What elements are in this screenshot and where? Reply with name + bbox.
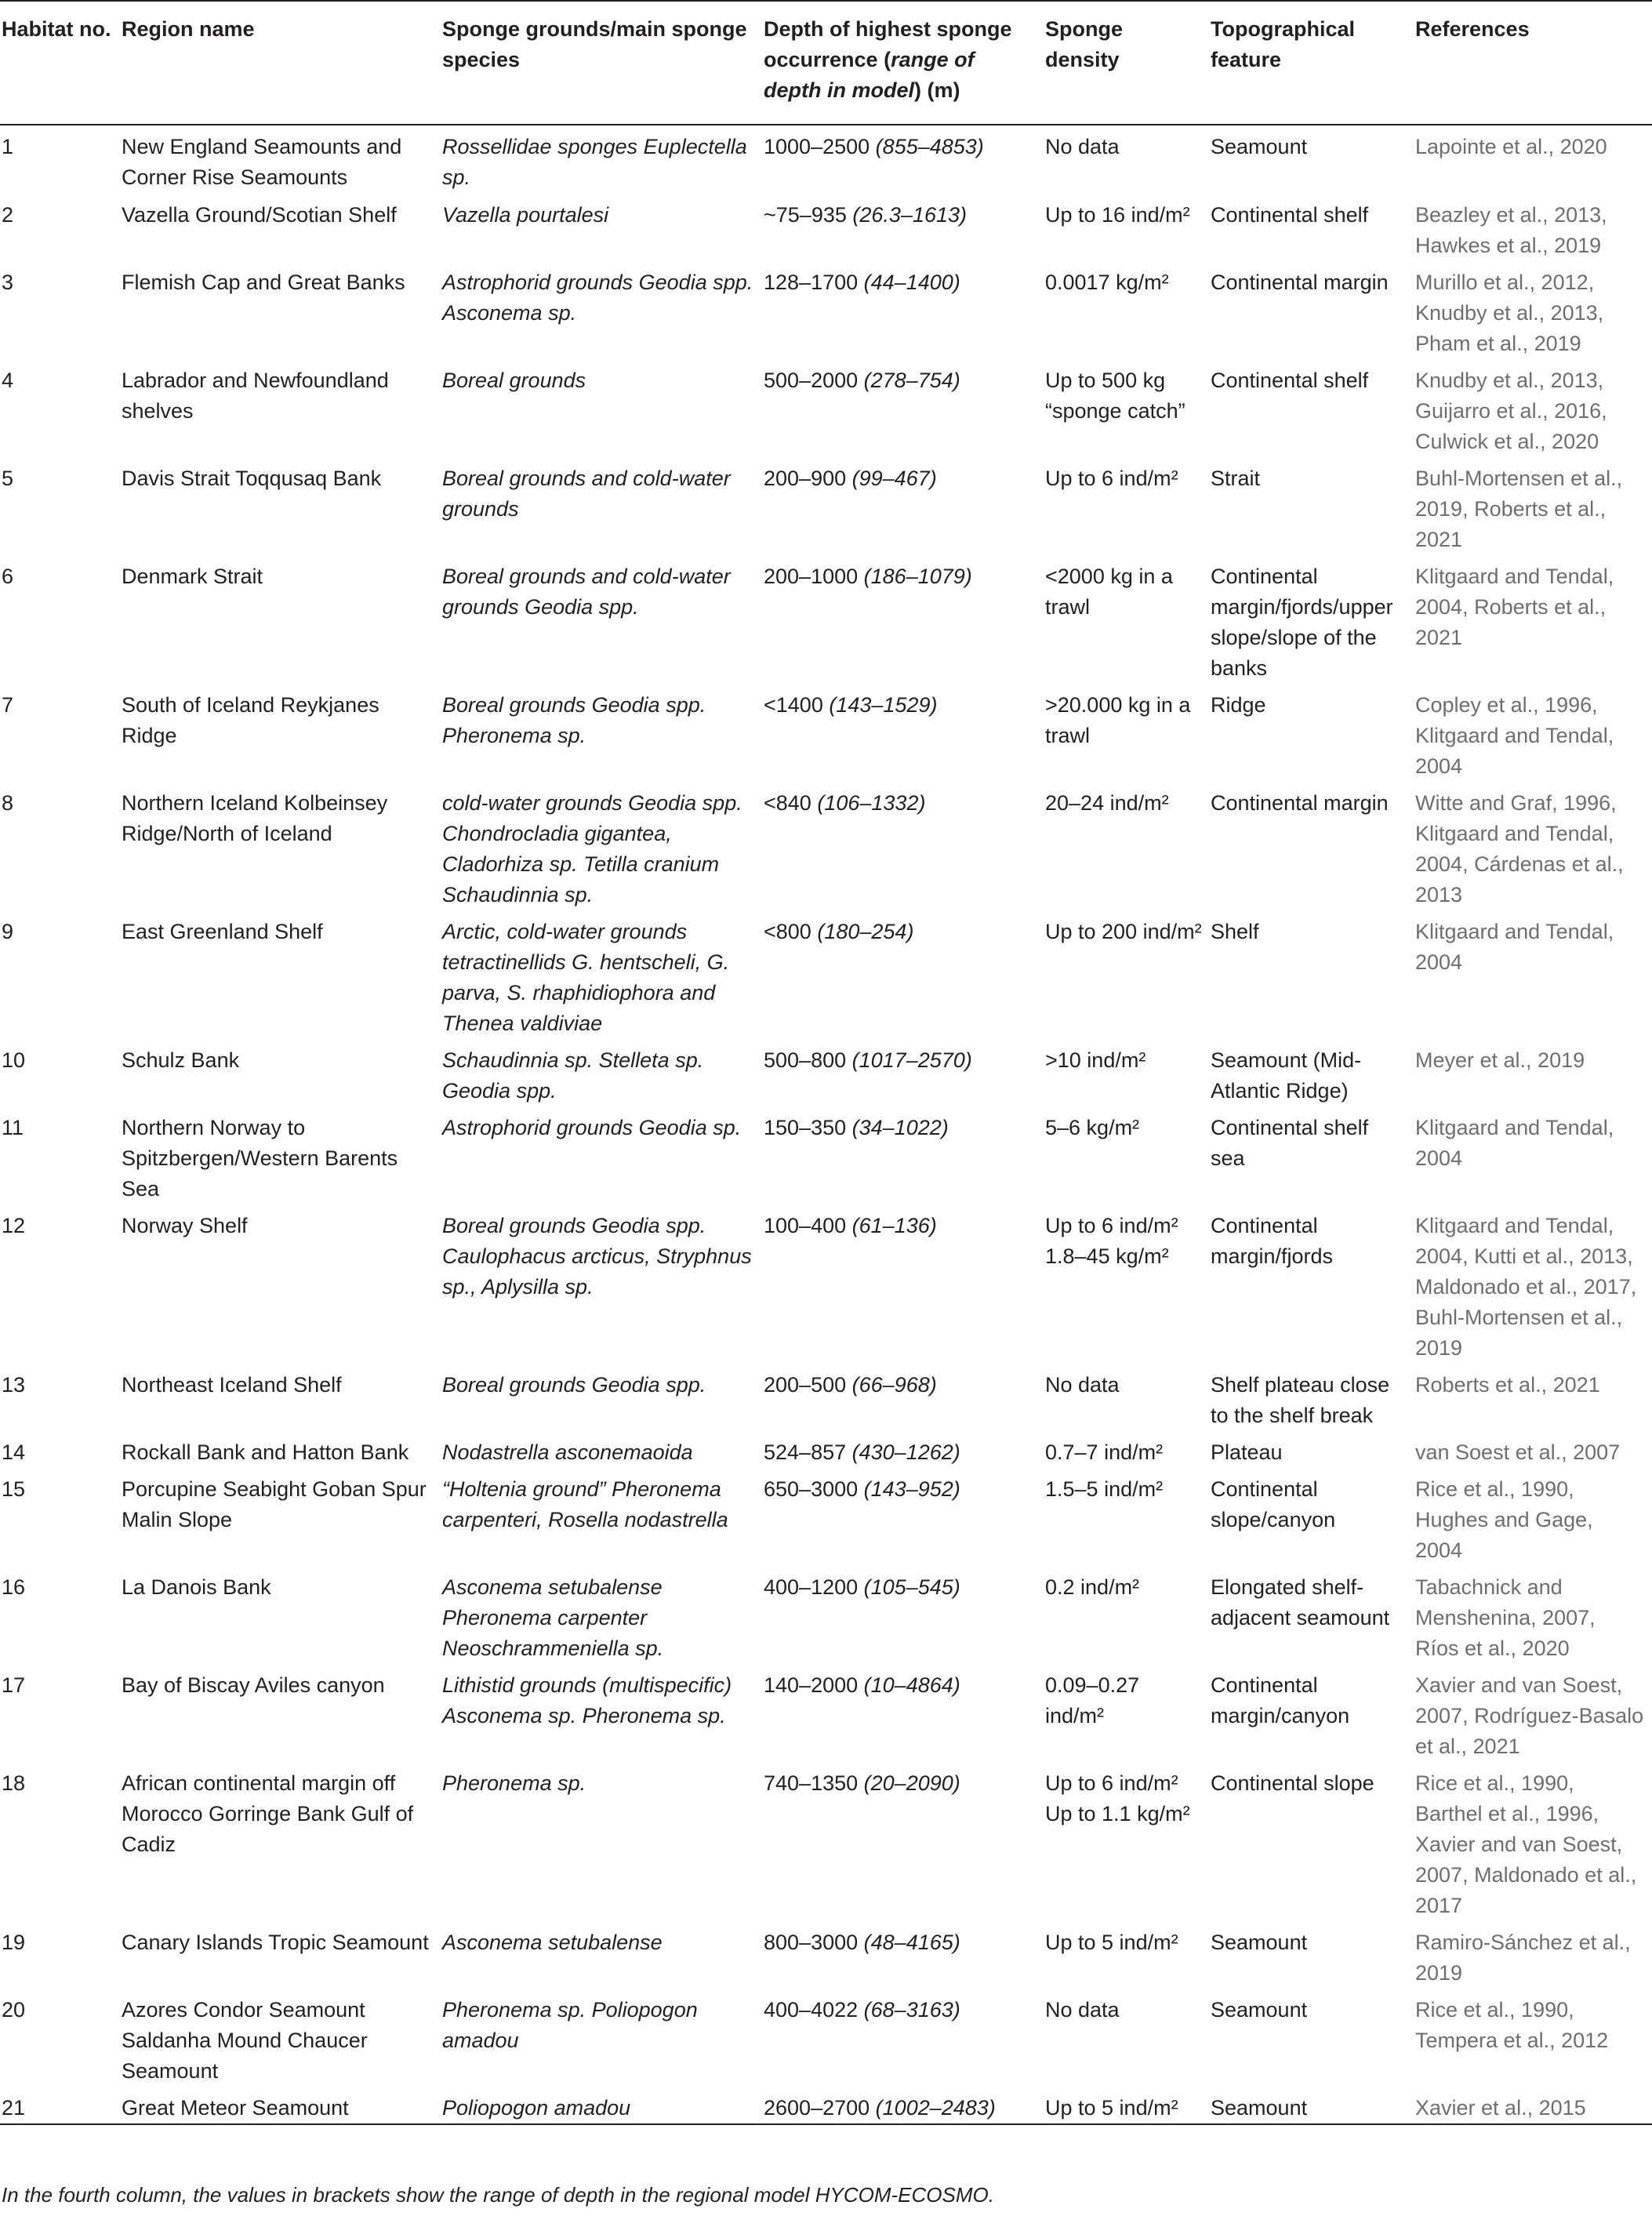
sponge-species-cell: Astrophorid grounds Geodia spp. Asconema sp. xyxy=(442,271,753,325)
sponge-species-cell: Boreal grounds xyxy=(442,369,586,392)
sponge-density-cell: 0.7–7 ind/m² xyxy=(1045,1440,1164,1464)
sponge-species-cell: Boreal grounds Geodia spp. Caulophacus arcticus, Stryphnus sp., Aplysilla sp. xyxy=(442,1214,752,1299)
topographical-feature-cell: Plateau xyxy=(1211,1440,1283,1464)
model-depth-range: (44–1400) xyxy=(863,271,960,294)
topographical-feature-cell: Continental shelf xyxy=(1211,369,1369,392)
topographical-feature-cell: Continental shelf xyxy=(1211,203,1369,227)
table-row xyxy=(0,1664,1652,1762)
depth-range-cell xyxy=(764,125,1045,194)
references-cell: Beazley et al., 2013, Hawkes et al., 2019 xyxy=(1415,203,1607,257)
sponge-density-cell: >10 ind/m² xyxy=(1045,1048,1146,1072)
region-name-cell: Northern Norway to Spitzbergen/Western Barents Sea xyxy=(122,1116,398,1201)
model-depth-range: (186–1079) xyxy=(863,565,972,588)
region-name-cell: East Greenland Shelf xyxy=(122,920,323,943)
topographical-feature-cell: Continental margin/canyon xyxy=(1211,1673,1350,1727)
depth-range-cell xyxy=(764,1921,1045,1989)
depth-range-cell xyxy=(764,457,1045,555)
references-cell: Copley et al., 1996, Klitgaard and Tendal, 2004 xyxy=(1415,693,1614,778)
habitat-number-cell: 5 xyxy=(2,467,14,490)
depth-range-cell xyxy=(764,1468,1045,1566)
references-cell: Rice et al., 1990, Hughes and Gage, 2004 xyxy=(1415,1477,1593,1562)
topographical-feature-cell: Ridge xyxy=(1211,693,1266,717)
table-row xyxy=(0,1431,1652,1468)
sponge-density-cell: Up to 500 kg “sponge catch” xyxy=(1045,369,1185,423)
region-name-cell: African continental margin off Morocco Gorringe Bank Gulf of Cadiz xyxy=(122,1771,414,1856)
depth-value: 100–400 xyxy=(764,1214,847,1237)
references-cell: Klitgaard and Tendal, 2004 xyxy=(1415,920,1614,974)
references-cell: Klitgaard and Tendal, 2004 xyxy=(1415,1116,1614,1170)
table-row xyxy=(0,1364,1652,1431)
header-region-name: Region name xyxy=(122,1,442,125)
depth-value: 740–1350 xyxy=(764,1771,859,1795)
depth-range-cell xyxy=(764,1039,1045,1106)
depth-value: 1000–2500 xyxy=(764,135,870,158)
table-row xyxy=(0,194,1652,261)
sponge-density-cell: No data xyxy=(1045,1998,1120,2022)
sponge-species-cell: Asconema setubalense xyxy=(442,1931,663,1954)
region-name-cell: New England Seamounts and Corner Rise Seamounts xyxy=(122,135,402,189)
sponge-density-cell: 0.09–0.27 ind/m² xyxy=(1045,1673,1140,1727)
model-depth-range: (855–4853) xyxy=(875,135,984,158)
sponge-density-cell: Up to 5 ind/m² xyxy=(1045,1931,1178,1954)
references-cell: Rice et al., 1990, Tempera et al., 2012 xyxy=(1415,1998,1609,2052)
header-depth-start: Depth of highest sponge occurrence ( xyxy=(764,17,1012,71)
table-row xyxy=(0,261,1652,359)
habitat-number-cell: 14 xyxy=(2,1440,26,1464)
header-habitat-no: Habitat no. xyxy=(0,1,122,125)
topographical-feature-cell: Seamount (Mid-Atlantic Ridge) xyxy=(1211,1048,1362,1103)
model-depth-range: (26.3–1613) xyxy=(852,203,968,227)
table-row xyxy=(0,1468,1652,1566)
references-cell: Murillo et al., 2012, Knudby et al., 2013, Pham et al., 2019 xyxy=(1415,271,1604,355)
references-cell: Ramiro-Sánchez et al., 2019 xyxy=(1415,1931,1631,1985)
sponge-density-cell: Up to 5 ind/m² xyxy=(1045,2087,1211,2124)
depth-range-cell xyxy=(764,1664,1045,1762)
topographical-feature-cell: Seamount xyxy=(1211,1998,1308,2022)
habitat-number-cell: 8 xyxy=(2,791,14,815)
sponge-density-cell: 0.0017 kg/m² xyxy=(1045,271,1169,294)
sponge-density-cell: Up to 6 ind/m² Up to 1.1 kg/m² xyxy=(1045,1771,1190,1825)
depth-value: <800 xyxy=(764,920,811,943)
table-row xyxy=(0,1921,1652,1989)
habitat-number-cell: 12 xyxy=(2,1214,26,1237)
sponge-species-cell: Boreal grounds Geodia spp. Pheronema sp. xyxy=(442,693,706,747)
sponge-species-cell: Arctic, cold-water grounds tetractinellids G. hentscheli, G. parva, S. rhaphidiophora and Thenea valdiviae xyxy=(442,920,730,1035)
sponge-species-cell: Schaudinnia sp. Stelleta sp. Geodia spp. xyxy=(442,1048,704,1103)
habitat-number-cell: 3 xyxy=(2,271,14,294)
model-depth-range: (143–952) xyxy=(863,1477,960,1501)
sponge-species-cell: Poliopogon amadou xyxy=(442,2087,764,2124)
model-depth-range: (61–136) xyxy=(851,1214,937,1237)
sponge-species-cell: Nodastrella asconemaoida xyxy=(442,1440,693,1464)
region-name-cell: South of Iceland Reykjanes Ridge xyxy=(122,693,379,747)
table-footnote: In the fourth column, the values in brackets show the range of depth in the regional model HYCOM-ECOSMO. xyxy=(2,2183,994,2207)
sponge-density-cell: >20.000 kg in a trawl xyxy=(1045,693,1191,747)
depth-range-cell xyxy=(764,194,1045,261)
model-depth-range: (1002–2483) xyxy=(875,2096,996,2120)
header-depth-end: ) (m) xyxy=(914,78,960,102)
depth-value: 400–1200 xyxy=(764,1575,859,1599)
header-topographical-feature: Topographical feature xyxy=(1211,1,1415,125)
sponge-density-cell: 0.2 ind/m² xyxy=(1045,1575,1140,1599)
header-row xyxy=(0,1,1652,125)
region-name-cell: Denmark Strait xyxy=(122,565,263,588)
depth-range-cell xyxy=(764,1989,1045,2087)
sponge-species-cell: Pheronema sp. xyxy=(442,1771,586,1795)
references-cell: Lapointe et al., 2020 xyxy=(1415,135,1607,158)
sponge-density-cell: Up to 16 ind/m² xyxy=(1045,203,1190,227)
table-row xyxy=(0,1989,1652,2087)
depth-range-cell xyxy=(764,910,1045,1039)
region-name-cell: Northeast Iceland Shelf xyxy=(122,1373,342,1397)
depth-value: 524–857 xyxy=(764,1440,847,1464)
sponge-density-cell: Up to 6 ind/m² xyxy=(1045,467,1178,490)
table-row xyxy=(0,1204,1652,1364)
table-row xyxy=(0,125,1652,194)
sponge-species-cell: Asconema setubalense Pheronema carpenter Neoschrammeniella sp. xyxy=(442,1575,664,1660)
model-depth-range: (34–1022) xyxy=(851,1116,949,1139)
references-cell: Buhl-Mortensen et al., 2019, Roberts et al., 2021 xyxy=(1415,467,1623,551)
sponge-species-cell: Boreal grounds Geodia spp. xyxy=(442,1373,706,1397)
depth-range-cell xyxy=(764,1106,1045,1204)
region-name-cell: Labrador and Newfoundland shelves xyxy=(122,369,389,423)
depth-value: 150–350 xyxy=(764,1116,847,1139)
depth-range-cell xyxy=(764,555,1045,684)
topographical-feature-cell: Continental margin xyxy=(1211,271,1389,294)
region-name-cell: Porcupine Seabight Goban Spur Malin Slope xyxy=(122,1477,427,1531)
table-row xyxy=(0,910,1652,1039)
habitat-number-cell: 15 xyxy=(2,1477,26,1501)
depth-value: 650–3000 xyxy=(764,1477,859,1501)
habitat-number-cell: 7 xyxy=(2,693,14,717)
depth-range-cell xyxy=(764,782,1045,910)
depth-range-cell xyxy=(764,261,1045,359)
references-cell: van Soest et al., 2007 xyxy=(1415,1440,1621,1464)
topographical-feature-cell: Elongated shelf-adjacent seamount xyxy=(1211,1575,1390,1629)
depth-value: 140–2000 xyxy=(764,1673,859,1697)
model-depth-range: (430–1262) xyxy=(851,1440,960,1464)
references-cell: Knudby et al., 2013, Guijarro et al., 2016, Culwick et al., 2020 xyxy=(1415,369,1607,453)
habitat-number-cell: 16 xyxy=(2,1575,26,1599)
habitat-number-cell: 17 xyxy=(2,1673,26,1697)
region-name-cell: Flemish Cap and Great Banks xyxy=(122,271,405,294)
depth-value: 2600–2700 xyxy=(764,2096,870,2120)
sponge-density-cell: <2000 kg in a trawl xyxy=(1045,565,1173,619)
sponge-species-cell: Boreal grounds and cold-water grounds xyxy=(442,467,731,521)
topographical-feature-cell: Continental slope xyxy=(1211,1771,1374,1795)
sponge-density-cell: Up to 200 ind/m² xyxy=(1045,920,1202,943)
region-name-cell: Norway Shelf xyxy=(122,1214,248,1237)
topographical-feature-cell: Continental margin xyxy=(1211,791,1389,815)
depth-range-cell xyxy=(764,1762,1045,1921)
references-cell: Roberts et al., 2021 xyxy=(1415,1373,1600,1397)
region-name-cell: Vazella Ground/Scotian Shelf xyxy=(122,203,397,227)
references-cell: Klitgaard and Tendal, 2004, Roberts et al., 2021 xyxy=(1415,565,1614,649)
header-sponge-species: Sponge grounds/main sponge species xyxy=(442,1,764,125)
depth-value: 500–800 xyxy=(764,1048,847,1072)
habitat-number-cell: 10 xyxy=(2,1048,26,1072)
model-depth-range: (20–2090) xyxy=(863,1771,960,1795)
sponge-species-cell: “Holtenia ground” Pheronema carpenteri, Rosella nodastrella xyxy=(442,1477,728,1531)
table-row xyxy=(0,359,1652,457)
habitat-number-cell: 21 xyxy=(0,2087,122,2124)
references-cell: Klitgaard and Tendal, 2004, Kutti et al., 2013, Maldonado et al., 2017, Buhl-Mortensen et al., 2019 xyxy=(1415,1214,1637,1360)
sponge-species-cell: Astrophorid grounds Geodia sp. xyxy=(442,1116,742,1139)
habitat-number-cell: 6 xyxy=(2,565,14,588)
model-depth-range: (66–968) xyxy=(851,1373,937,1397)
sponge-density-cell: 5–6 kg/m² xyxy=(1045,1116,1140,1139)
region-name-cell: Davis Strait Toqqusaq Bank xyxy=(122,467,382,490)
depth-range-cell xyxy=(764,1364,1045,1431)
model-depth-range: (10–4864) xyxy=(863,1673,960,1697)
model-depth-range: (68–3163) xyxy=(863,1998,960,2022)
header-depth-model-range: range of depth in model xyxy=(764,48,975,102)
sponge-species-cell: Pheronema sp. Poliopogon amadou xyxy=(442,1998,698,2052)
region-name-cell: Great Meteor Seamount xyxy=(122,2087,442,2124)
habitat-number-cell: 1 xyxy=(2,135,14,158)
region-name-cell: Azores Condor Seamount Saldanha Mound Chaucer Seamount xyxy=(122,1998,368,2083)
sponge-species-cell: cold-water grounds Geodia spp. Chondrocladia gigantea, Cladorhiza sp. Tetilla cranium Schaudinnia sp. xyxy=(442,791,742,906)
topographical-feature-cell: Strait xyxy=(1211,467,1261,490)
habitat-number-cell: 9 xyxy=(2,920,14,943)
references-cell: Tabachnick and Menshenina, 2007, Ríos et al., 2020 xyxy=(1415,1575,1596,1660)
references-cell: Rice et al., 1990, Barthel et al., 1996, Xavier and van Soest, 2007, Maldonado et al., 2017 xyxy=(1415,1771,1637,1917)
habitat-number-cell: 2 xyxy=(2,203,14,227)
habitat-number-cell: 18 xyxy=(2,1771,26,1795)
region-name-cell: Rockall Bank and Hatton Bank xyxy=(122,1440,409,1464)
references-cell: Xavier and van Soest, 2007, Rodríguez-Basalo et al., 2021 xyxy=(1415,1673,1644,1758)
model-depth-range: (143–1529) xyxy=(829,693,938,717)
sponge-density-cell: 1.5–5 ind/m² xyxy=(1045,1477,1164,1501)
table-row xyxy=(0,457,1652,555)
habitat-number-cell: 4 xyxy=(2,369,14,392)
table-row xyxy=(0,782,1652,910)
table-row xyxy=(0,1566,1652,1664)
depth-value: 200–1000 xyxy=(764,565,859,588)
region-name-cell: Schulz Bank xyxy=(122,1048,240,1072)
topographical-feature-cell: Continental margin/fjords/upper slope/slope of the banks xyxy=(1211,565,1393,680)
topographical-feature-cell: Seamount xyxy=(1211,1931,1308,1954)
depth-value: 400–4022 xyxy=(764,1998,859,2022)
model-depth-range: (278–754) xyxy=(863,369,960,392)
model-depth-range: (106–1332) xyxy=(817,791,926,815)
topographical-feature-cell: Continental slope/canyon xyxy=(1211,1477,1336,1531)
model-depth-range: (48–4165) xyxy=(863,1931,960,1954)
sponge-species-cell: Lithistid grounds (multispecific) Asconema sp. Pheronema sp. xyxy=(442,1673,732,1727)
topographical-feature-cell: Continental margin/fjords xyxy=(1211,1214,1334,1268)
habitat-number-cell: 20 xyxy=(2,1998,26,2022)
depth-value: 200–500 xyxy=(764,1373,847,1397)
model-depth-range: (1017–2570) xyxy=(851,1048,972,1072)
depth-value: 128–1700 xyxy=(764,271,859,294)
sponge-species-cell: Vazella pourtalesi xyxy=(442,203,609,227)
sponge-density-cell: No data xyxy=(1045,135,1120,158)
depth-value: 500–2000 xyxy=(764,369,859,392)
topographical-feature-cell: Shelf xyxy=(1211,920,1259,943)
topographical-feature-cell: Shelf plateau close to the shelf break xyxy=(1211,1373,1390,1427)
table-row xyxy=(0,684,1652,782)
model-depth-range: (99–467) xyxy=(851,467,937,490)
sponge-density-cell: 20–24 ind/m² xyxy=(1045,791,1169,815)
topographical-feature-cell: Seamount xyxy=(1211,135,1308,158)
depth-value: 200–900 xyxy=(764,467,847,490)
region-name-cell: La Danois Bank xyxy=(122,1575,271,1599)
habitat-number-cell: 19 xyxy=(2,1931,26,1954)
sponge-species-cell: Boreal grounds and cold-water grounds Geodia spp. xyxy=(442,565,731,619)
region-name-cell: Bay of Biscay Aviles canyon xyxy=(122,1673,385,1697)
table-row xyxy=(0,2087,1652,2124)
depth-range-cell xyxy=(764,1431,1045,1468)
header-sponge-density: Sponge density xyxy=(1045,1,1211,125)
model-depth-range: (105–545) xyxy=(863,1575,960,1599)
depth-range-cell xyxy=(764,2087,1045,2124)
table-row xyxy=(0,1039,1652,1106)
table-row xyxy=(0,1106,1652,1204)
depth-range-cell xyxy=(764,1566,1045,1664)
depth-range-cell xyxy=(764,359,1045,457)
table-row xyxy=(0,1762,1652,1921)
region-name-cell: Northern Iceland Kolbeinsey Ridge/North of Iceland xyxy=(122,791,388,845)
references-cell: Meyer et al., 2019 xyxy=(1415,1048,1585,1072)
region-name-cell: Canary Islands Tropic Seamount xyxy=(122,1931,429,1954)
depth-range-cell xyxy=(764,684,1045,782)
depth-value: <1400 xyxy=(764,693,823,717)
sponge-density-cell: Up to 6 ind/m² 1.8–45 kg/m² xyxy=(1045,1214,1178,1268)
sponge-density-cell: No data xyxy=(1045,1373,1120,1397)
header-references: References xyxy=(1415,1,1652,125)
topographical-feature-cell: Continental shelf sea xyxy=(1211,1116,1369,1170)
depth-range-cell xyxy=(764,1204,1045,1364)
references-cell: Witte and Graf, 1996, Klitgaard and Tendal, 2004, Cárdenas et al., 2013 xyxy=(1415,791,1624,906)
depth-value: 800–3000 xyxy=(764,1931,859,1954)
references-cell: Xavier et al., 2015 xyxy=(1415,2087,1652,2124)
habitat-number-cell: 13 xyxy=(2,1373,26,1397)
table-row xyxy=(0,555,1652,684)
topographical-feature-cell: Seamount xyxy=(1211,2087,1415,2124)
habitat-number-cell: 11 xyxy=(2,1116,24,1139)
depth-value: <840 xyxy=(764,791,811,815)
table-body xyxy=(0,125,1652,2124)
depth-value: ~75–935 xyxy=(764,203,847,227)
sponge-species-cell: Rossellidae sponges Euplectella sp. xyxy=(442,135,747,189)
header-depth xyxy=(764,1,1045,125)
model-depth-range: (180–254) xyxy=(817,920,914,943)
